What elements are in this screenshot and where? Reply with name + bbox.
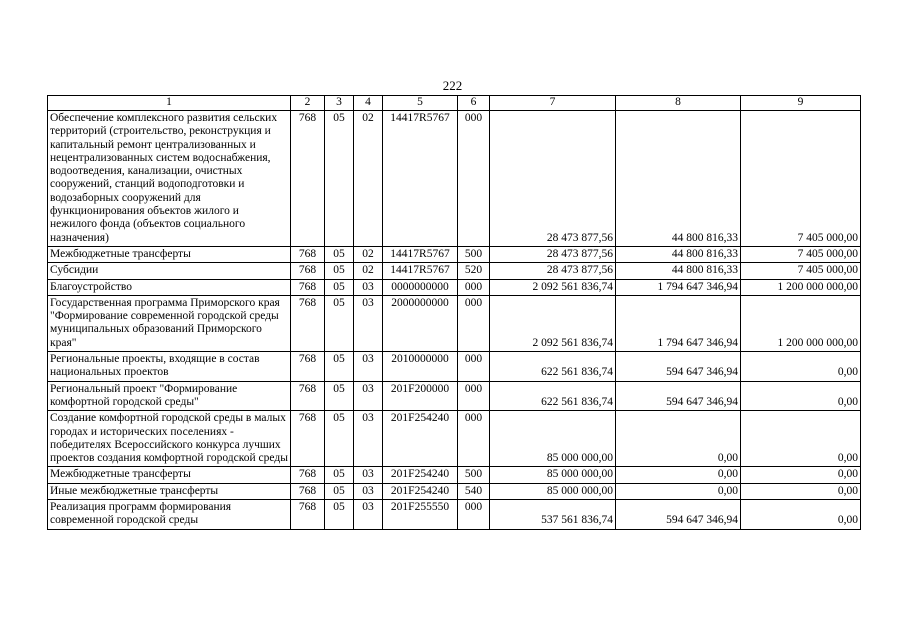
table-row bbox=[48, 352, 861, 382]
table-row bbox=[48, 295, 861, 351]
row-amount-col9-cell: 0,00 bbox=[741, 352, 861, 382]
row-amount-col7-cell: 28 473 877,56 bbox=[490, 263, 616, 279]
row-amount-col7-cell: 2 092 561 836,74 bbox=[490, 295, 616, 351]
row-amount-col9-cell: 7 405 000,00 bbox=[741, 263, 861, 279]
row-target-article-cell: 14417R5767 bbox=[383, 246, 458, 262]
row-amount-col9-cell: 1 200 000 000,00 bbox=[741, 279, 861, 295]
row-amount-col7-cell: 85 000 000,00 bbox=[490, 483, 616, 499]
row-admin-code-cell: 768 bbox=[291, 381, 325, 411]
row-amount-col9-cell: 0,00 bbox=[741, 467, 861, 483]
row-subsection-cell: 02 bbox=[354, 246, 383, 262]
table-row bbox=[48, 411, 861, 467]
row-name-cell: Государственная программа Приморского края "Формирование современной городской среды муниципальных образований Приморского края" bbox=[48, 295, 291, 351]
row-target-article-cell: 201F254240 bbox=[383, 411, 458, 467]
row-name-cell: Межбюджетные трансферты bbox=[48, 246, 291, 262]
column-header: 7 bbox=[490, 96, 616, 111]
row-amount-col8-cell: 44 800 816,33 bbox=[616, 263, 741, 279]
row-section-cell: 05 bbox=[325, 111, 354, 247]
row-subsection-cell: 03 bbox=[354, 467, 383, 483]
table-row bbox=[48, 381, 861, 411]
row-name-cell: Региональный проект "Формирование комфортной городской среды" bbox=[48, 381, 291, 411]
row-amount-col9-cell: 7 405 000,00 bbox=[741, 111, 861, 247]
row-subsection-cell: 03 bbox=[354, 352, 383, 382]
row-expense-type-cell: 000 bbox=[458, 500, 490, 530]
row-admin-code-cell: 768 bbox=[291, 411, 325, 467]
row-name-cell: Межбюджетные трансферты bbox=[48, 467, 291, 483]
row-subsection-cell: 02 bbox=[354, 111, 383, 247]
row-amount-col7-cell: 28 473 877,56 bbox=[490, 111, 616, 247]
row-subsection-cell: 03 bbox=[354, 381, 383, 411]
row-admin-code-cell: 768 bbox=[291, 295, 325, 351]
row-target-article-cell: 2010000000 bbox=[383, 352, 458, 382]
page-number: 222 bbox=[442, 78, 463, 93]
row-expense-type-cell: 500 bbox=[458, 467, 490, 483]
row-amount-col8-cell: 0,00 bbox=[616, 467, 741, 483]
column-header: 4 bbox=[354, 96, 383, 111]
row-name-cell: Создание комфортной городской среды в малых городах и исторических поселениях - победителях Всероссийского конкурса лучших проектов создания комфортной городской среды bbox=[48, 411, 291, 467]
table-row bbox=[48, 263, 861, 279]
row-target-article-cell: 2000000000 bbox=[383, 295, 458, 351]
row-section-cell: 05 bbox=[325, 467, 354, 483]
row-admin-code-cell: 768 bbox=[291, 263, 325, 279]
budget-table bbox=[47, 95, 861, 530]
table-row bbox=[48, 467, 861, 483]
row-section-cell: 05 bbox=[325, 263, 354, 279]
row-section-cell: 05 bbox=[325, 483, 354, 499]
row-target-article-cell: 201F254240 bbox=[383, 483, 458, 499]
row-target-article-cell: 201F255550 bbox=[383, 500, 458, 530]
row-section-cell: 05 bbox=[325, 295, 354, 351]
row-amount-col9-cell: 0,00 bbox=[741, 483, 861, 499]
row-target-article-cell: 201F200000 bbox=[383, 381, 458, 411]
row-name-cell: Обеспечение комплексного развития сельских территорий (строительство, реконструкция и капитальный ремонт централизованных и нецентрализованных систем водоснабжения, водоотведения, канализации, очистных сооружений, станций водоподготовки и водозаборных сооружений для функционирования объектов жилого и нежилого фонда (объектов социального назначения) bbox=[48, 111, 291, 247]
column-header: 1 bbox=[48, 96, 291, 111]
column-header: 3 bbox=[325, 96, 354, 111]
row-target-article-cell: 14417R5767 bbox=[383, 263, 458, 279]
row-amount-col7-cell: 537 561 836,74 bbox=[490, 500, 616, 530]
column-header: 2 bbox=[291, 96, 325, 111]
row-subsection-cell: 03 bbox=[354, 279, 383, 295]
row-amount-col9-cell: 7 405 000,00 bbox=[741, 246, 861, 262]
row-amount-col7-cell: 2 092 561 836,74 bbox=[490, 279, 616, 295]
row-admin-code-cell: 768 bbox=[291, 483, 325, 499]
column-header: 8 bbox=[616, 96, 741, 111]
table-row bbox=[48, 111, 861, 247]
column-number-row bbox=[48, 96, 861, 111]
row-expense-type-cell: 540 bbox=[458, 483, 490, 499]
row-amount-col8-cell: 44 800 816,33 bbox=[616, 246, 741, 262]
row-expense-type-cell: 000 bbox=[458, 352, 490, 382]
row-subsection-cell: 03 bbox=[354, 483, 383, 499]
row-expense-type-cell: 000 bbox=[458, 381, 490, 411]
row-amount-col9-cell: 1 200 000 000,00 bbox=[741, 295, 861, 351]
row-admin-code-cell: 768 bbox=[291, 500, 325, 530]
row-section-cell: 05 bbox=[325, 500, 354, 530]
row-subsection-cell: 03 bbox=[354, 295, 383, 351]
column-header: 9 bbox=[741, 96, 861, 111]
row-amount-col8-cell: 594 647 346,94 bbox=[616, 352, 741, 382]
row-amount-col8-cell: 0,00 bbox=[616, 483, 741, 499]
row-admin-code-cell: 768 bbox=[291, 279, 325, 295]
row-amount-col9-cell: 0,00 bbox=[741, 411, 861, 467]
row-amount-col8-cell: 1 794 647 346,94 bbox=[616, 279, 741, 295]
row-expense-type-cell: 520 bbox=[458, 263, 490, 279]
row-expense-type-cell: 500 bbox=[458, 246, 490, 262]
row-subsection-cell: 03 bbox=[354, 500, 383, 530]
row-amount-col8-cell: 0,00 bbox=[616, 411, 741, 467]
row-amount-col8-cell: 594 647 346,94 bbox=[616, 500, 741, 530]
row-amount-col7-cell: 28 473 877,56 bbox=[490, 246, 616, 262]
row-amount-col9-cell: 0,00 bbox=[741, 381, 861, 411]
row-target-article-cell: 14417R5767 bbox=[383, 111, 458, 247]
row-admin-code-cell: 768 bbox=[291, 111, 325, 247]
row-name-cell: Благоустройство bbox=[48, 279, 291, 295]
row-name-cell: Иные межбюджетные трансферты bbox=[48, 483, 291, 499]
row-subsection-cell: 02 bbox=[354, 263, 383, 279]
table-row bbox=[48, 246, 861, 262]
row-admin-code-cell: 768 bbox=[291, 246, 325, 262]
row-target-article-cell: 201F254240 bbox=[383, 467, 458, 483]
row-expense-type-cell: 000 bbox=[458, 295, 490, 351]
row-subsection-cell: 03 bbox=[354, 411, 383, 467]
row-amount-col7-cell: 85 000 000,00 bbox=[490, 411, 616, 467]
row-admin-code-cell: 768 bbox=[291, 352, 325, 382]
row-section-cell: 05 bbox=[325, 381, 354, 411]
row-amount-col8-cell: 1 794 647 346,94 bbox=[616, 295, 741, 351]
row-name-cell: Региональные проекты, входящие в состав национальных проектов bbox=[48, 352, 291, 382]
row-section-cell: 05 bbox=[325, 279, 354, 295]
row-section-cell: 05 bbox=[325, 411, 354, 467]
column-header: 5 bbox=[383, 96, 458, 111]
row-amount-col7-cell: 622 561 836,74 bbox=[490, 352, 616, 382]
row-amount-col8-cell: 594 647 346,94 bbox=[616, 381, 741, 411]
row-expense-type-cell: 000 bbox=[458, 279, 490, 295]
table-row bbox=[48, 500, 861, 530]
row-section-cell: 05 bbox=[325, 246, 354, 262]
row-section-cell: 05 bbox=[325, 352, 354, 382]
row-admin-code-cell: 768 bbox=[291, 467, 325, 483]
table-body bbox=[48, 96, 861, 530]
row-amount-col7-cell: 85 000 000,00 bbox=[490, 467, 616, 483]
row-expense-type-cell: 000 bbox=[458, 411, 490, 467]
column-header: 6 bbox=[458, 96, 490, 111]
row-name-cell: Субсидии bbox=[48, 263, 291, 279]
row-name-cell: Реализация программ формирования современной городской среды bbox=[48, 500, 291, 530]
row-amount-col7-cell: 622 561 836,74 bbox=[490, 381, 616, 411]
row-target-article-cell: 0000000000 bbox=[383, 279, 458, 295]
row-expense-type-cell: 000 bbox=[458, 111, 490, 247]
row-amount-col9-cell: 0,00 bbox=[741, 500, 861, 530]
table-row bbox=[48, 279, 861, 295]
row-amount-col8-cell: 44 800 816,33 bbox=[616, 111, 741, 247]
table-row bbox=[48, 483, 861, 499]
